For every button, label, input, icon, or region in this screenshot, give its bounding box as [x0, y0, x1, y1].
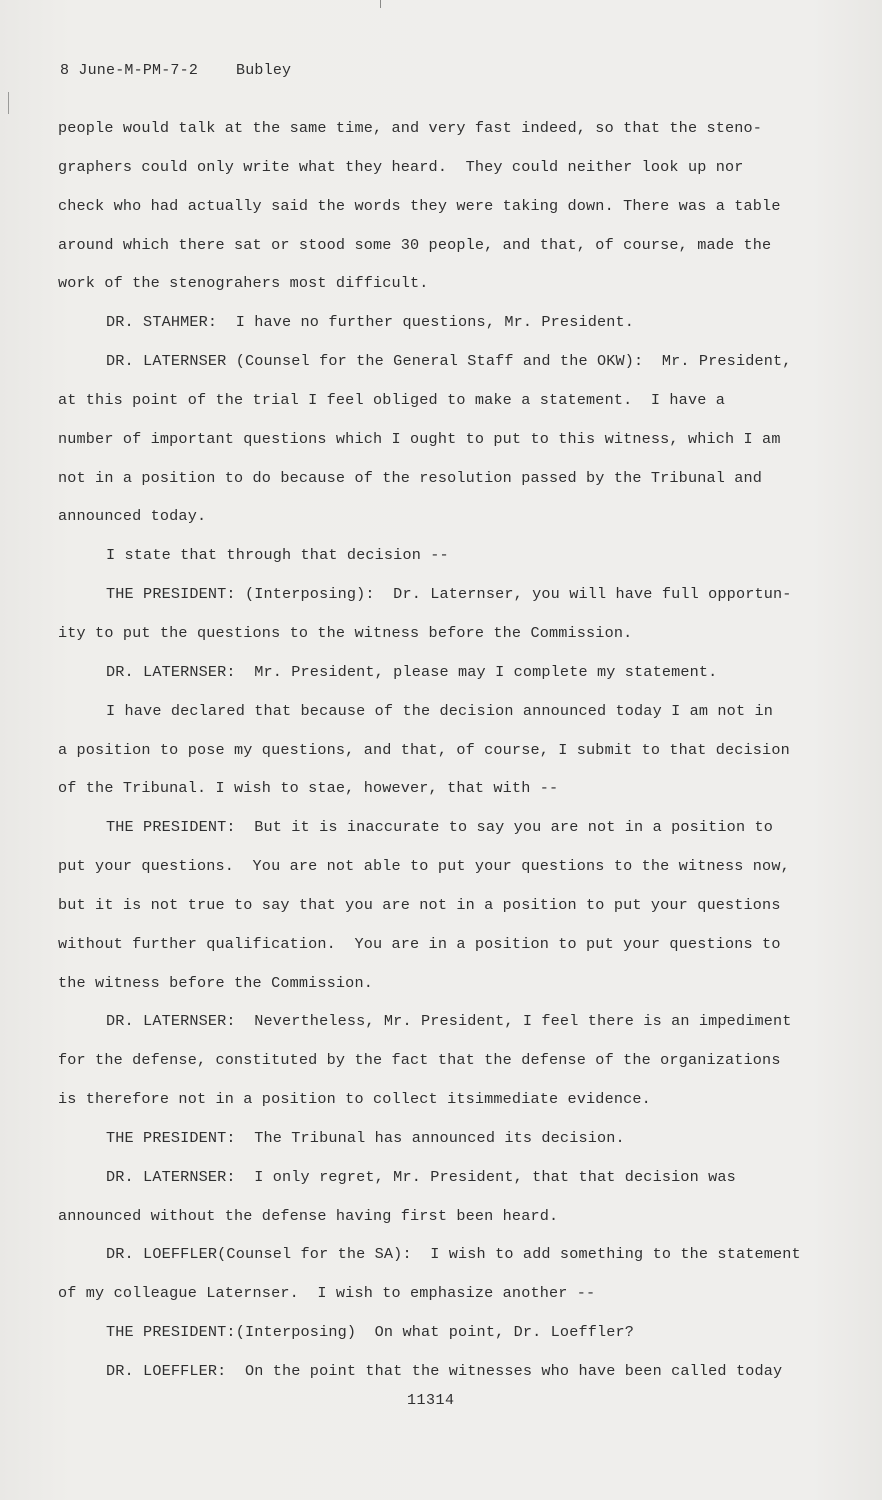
- transcript-line: DR. LOEFFLER(Counsel for the SA): I wish to add something to the statement: [106, 1245, 801, 1264]
- transcript-line: not in a position to do because of the resolution passed by the Tribunal and: [58, 468, 763, 487]
- transcript-line: people would talk at the same time, and very fast indeed, so that the steno-: [58, 119, 763, 137]
- page-header: [60, 62, 329, 79]
- transcript-line: THE PRESIDENT: The Tribunal has announced its decision.: [106, 1128, 625, 1147]
- transcript-line: I have declared that because of the decision announced today I am not in: [106, 701, 774, 720]
- transcript-line: THE PRESIDENT: (Interposing): Dr. Laternser, you will have full opportun-: [106, 585, 792, 604]
- transcript-line: DR. LATERNSER: Mr. President, please may I complete my statement.: [106, 662, 718, 681]
- transcript-line: DR. LATERNSER (Counsel for the General Staff and the OKW): Mr. President,: [106, 352, 792, 371]
- transcript-line: number of important questions which I ought to put to this witness, which I am: [58, 429, 781, 448]
- transcript-line: the witness before the Commission.: [58, 973, 373, 992]
- transcript-line: around which there sat or stood some 30 people, and that, of course, made the: [58, 235, 772, 254]
- transcript-line: announced today.: [58, 507, 207, 526]
- transcript-line: is therefore not in a position to collect itsimmediate evidence.: [58, 1090, 651, 1109]
- transcript-line: DR. LATERNSER: Nevertheless, Mr. President, I feel there is an impediment: [106, 1012, 792, 1031]
- transcript-line: THE PRESIDENT: But it is inaccurate to say you are not in a position to: [106, 818, 774, 837]
- transcript-line: DR. STAHMER: I have no further questions, Mr. President.: [106, 313, 635, 332]
- transcript-line: put your questions. You are not able to put your questions to the witness now,: [58, 857, 790, 876]
- transcript-line: of the Tribunal. I wish to stae, however, that with --: [58, 779, 559, 798]
- transcript-line: announced without the defense having first been heard.: [58, 1206, 559, 1225]
- transcript-line: ity to put the questions to the witness before the Commission.: [58, 623, 633, 642]
- transcript-line: without further qualification. You are in a position to put your questions to: [58, 934, 781, 953]
- transcript-line: DR. LATERNSER: I only regret, Mr. President, that that decision was: [106, 1167, 736, 1186]
- transcript-line: a position to pose my questions, and that, of course, I submit to that decision: [58, 740, 790, 759]
- transcript-line: for the defense, constituted by the fact that the defense of the organizations: [58, 1051, 781, 1070]
- transcript-line: I state that through that decision --: [106, 546, 449, 565]
- transcript-line: check who had actually said the words they were taking down. There was a table: [58, 196, 781, 215]
- transcript-line: of my colleague Laternser. I wish to emphasize another --: [58, 1284, 596, 1303]
- margin-mark: [8, 92, 9, 114]
- transcript-line: graphers could only write what they heard. They could neither look up nor: [58, 157, 744, 176]
- transcript-line: DR. LOEFFLER: On the point that the witnesses who have been called today: [106, 1362, 783, 1380]
- transcript-body: [58, 118, 828, 1400]
- transcript-line: at this point of the trial I feel obliged to make a statement. I have a: [58, 390, 726, 409]
- transcript-line: but it is not true to say that you are not in a position to put your questions: [58, 895, 781, 914]
- page-number: 11314: [407, 1392, 455, 1409]
- page-reference: 8 June-M-PM-7-2: [60, 62, 199, 79]
- transcript-line: THE PRESIDENT:(Interposing) On what point, Dr. Loeffler?: [106, 1323, 635, 1342]
- top-tick-mark: [380, 0, 381, 8]
- reporter-name: Bubley: [236, 62, 292, 79]
- transcript-line: work of the stenograhers most difficult.: [58, 274, 429, 293]
